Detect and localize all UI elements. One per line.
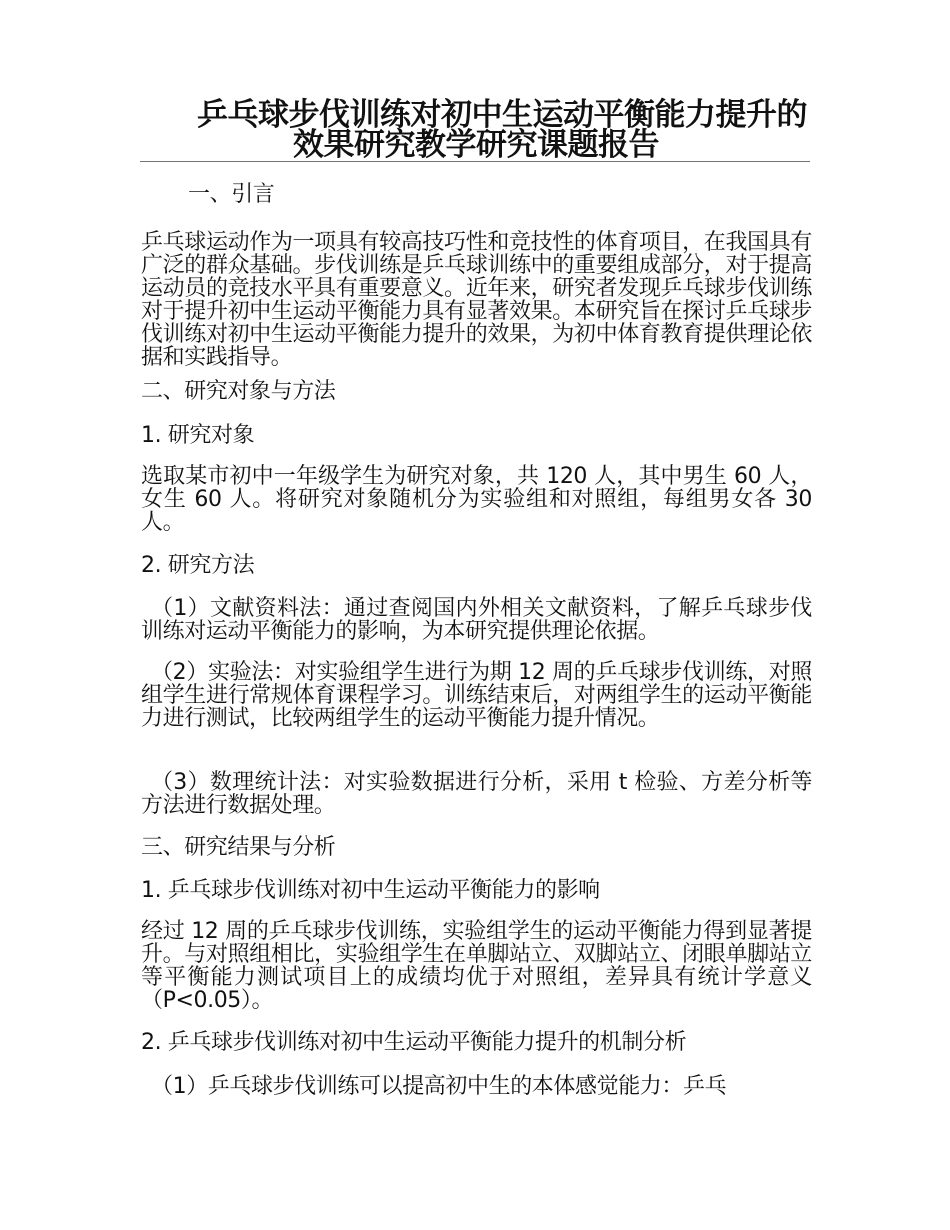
mechanism-item-1: （1）乒乓球步伐训练可以提高初中生的本体感觉能力：乒乓	[151, 1074, 727, 1099]
section-heading-intro: 一、引言	[188, 182, 275, 207]
subheading-result-mechanism: 2. 乒乓球步伐训练对初中生运动平衡能力提升的机制分析	[141, 1030, 687, 1055]
method-literature: （1）文献资料法：通过查阅国内外相关文献资料，了解乒乓球步伐训练对运动平衡能力的影响，为本研究提供理论依据。	[141, 596, 812, 644]
report-title: 乒乓球步伐训练对初中生运动平衡能力提升的效果研究教学研究课题报告	[197, 97, 807, 163]
intro-paragraph: 乒乓球运动作为一项具有较高技巧性和竞技性的体育项目，在我国具有广泛的群众基础。步伐训练是乒乓球训练中的重要组成部分，对于提高运动员的竞技水平具有重要意义。近年来，研究者发现乒乓球步伐训练对于提升初中生运动平衡能力具有显著效果。本研究旨在探讨乒乓球步伐训练对初中生运动平衡能力提升的效果，为初中体育教育提供理论依据和实践指导。	[141, 230, 812, 370]
subheading-research-objects: 1. 研究对象	[141, 423, 255, 448]
subheading-research-methods: 2. 研究方法	[141, 553, 255, 578]
method-experiment: （2）实验法：对实验组学生进行为期 12 周的乒乓球步伐训练，对照组学生进行常规体育课程学习。训练结束后，对两组学生的运动平衡能力进行测试，比较两组学生的运动平衡能力提升情况。	[141, 660, 812, 731]
result-effect-paragraph: 经过 12 周的乒乓球步伐训练，实验组学生的运动平衡能力得到显著提升。与对照组相比，实验组学生在单脚站立、双脚站立、闭眼单脚站立等平衡能力测试项目上的成绩均优于对照组，差异具有统计学意义（P<0.05）。	[141, 919, 812, 1013]
section-heading-results: 三、研究结果与分析	[141, 835, 336, 860]
method-statistics: （3）数理统计法：对实验数据进行分析，采用 t 检验、方差分析等方法进行数据处理。	[141, 770, 812, 818]
section-heading-objects-methods: 二、研究对象与方法	[141, 379, 336, 404]
subheading-result-effect: 1. 乒乓球步伐训练对初中生运动平衡能力的影响	[141, 878, 600, 903]
objects-paragraph: 选取某市初中一年级学生为研究对象，共 120 人，其中男生 60 人，女生 60 人。将研究对象随机分为实验组和对照组，每组男女各 30 人。	[141, 464, 812, 535]
title-underline	[140, 161, 810, 162]
